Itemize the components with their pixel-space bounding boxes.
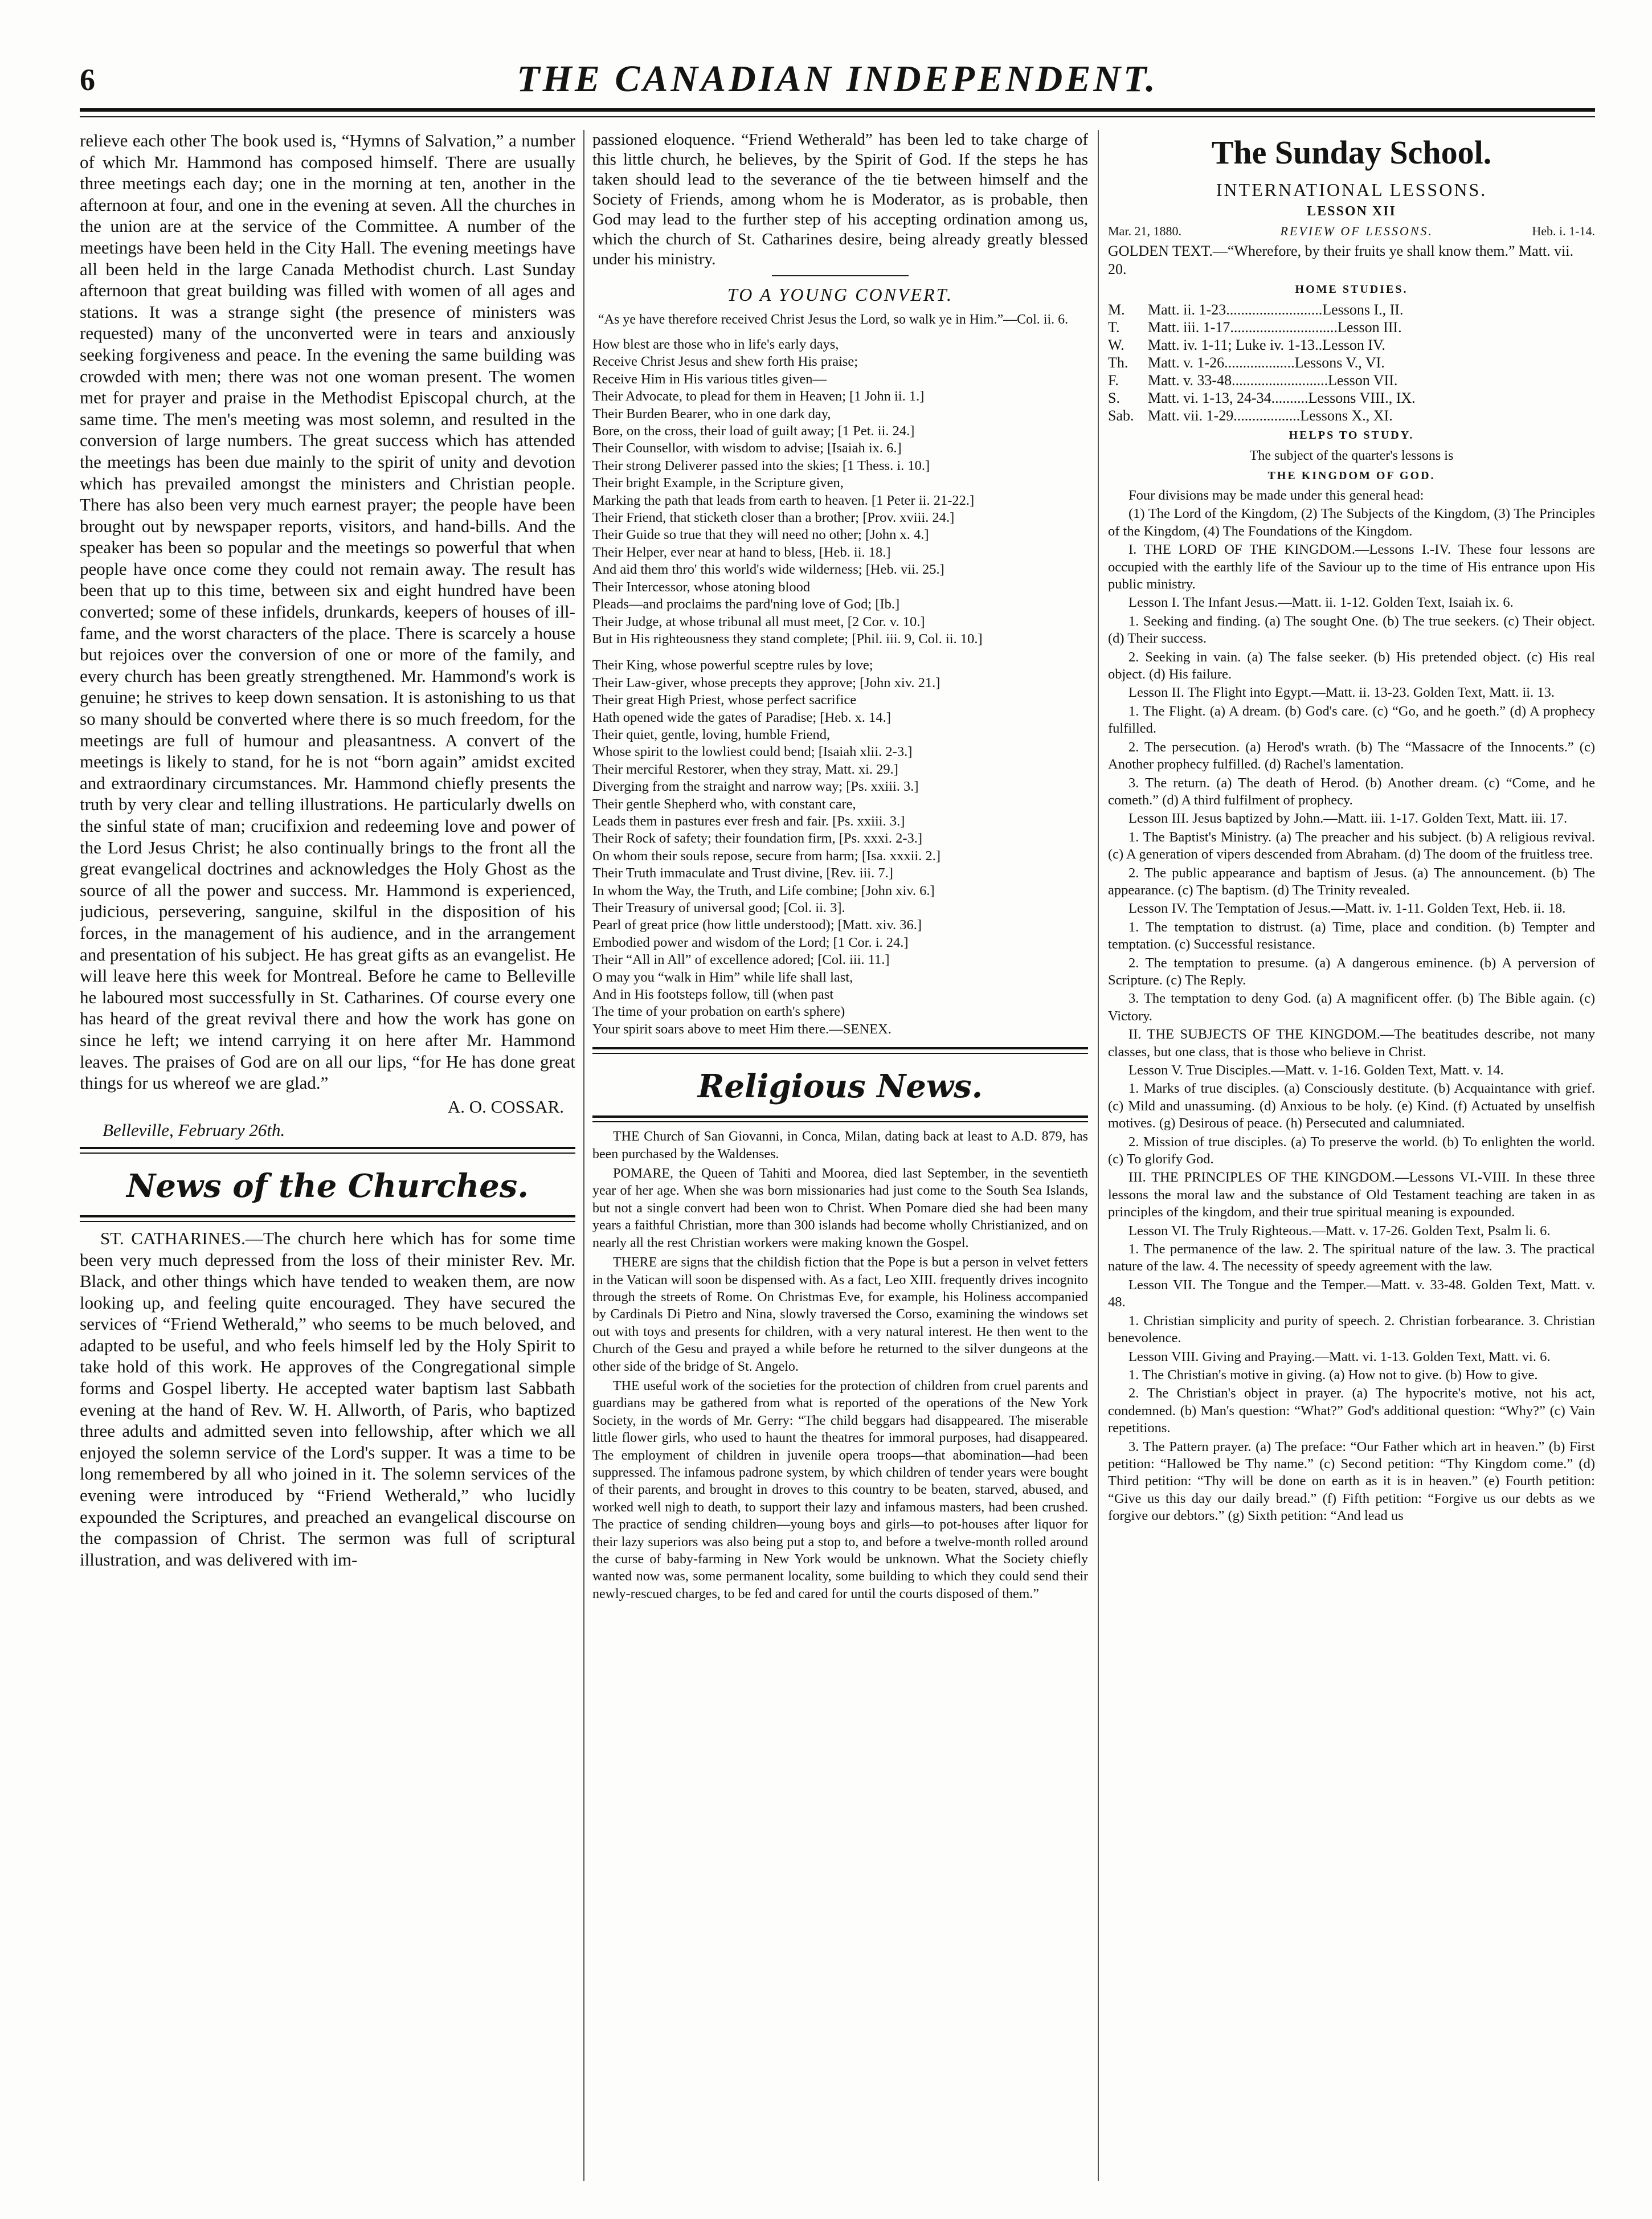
golden-text: GOLDEN TEXT.—“Wherefore, by their fruits ye shall know them.” Matt. vii. 20. xyxy=(1108,243,1574,277)
lesson-note: Lesson VII. The Tongue and the Temper.—Matt. v. 33-48. Golden Text, Matt. v. 48. xyxy=(1108,1277,1595,1310)
poem-line: Their “All in All” of excellence adored; [Col. iii. 11.] xyxy=(592,952,890,968)
religious-news-item: THE useful work of the societies for the protection of children from cruel parents and guardians may be gathered from what is reported of the operations of the New York Society, in the words of Mr. Gerry: “The child beggars had disappeared. The miserable little flower girls, who used to haunt the theatres for immoral purposes, had disappeared. The employment of children in juvenile opera troops—that abomination—had been suppressed. The infamous padrone system, by which children of tender years were bought of their parents, and brought in droves to this country to be beaten, starved, abused, and worked well nigh to death, to support their lazy and infamous masters, had been crushed. The practice of sending children—young boys and girls—to pot-houses after liquor for their lazy superiors was also being put a stop to, and before a twelve-month rolled around the curse of baby-farming in New York would be unknown. What the Society chiefly wanted now was, some permanent locality, some building to which they could send their newly-rescued charges, to be fed and cared for until the courts disposed of them.” xyxy=(592,1378,1088,1601)
lesson-note: 3. The temptation to deny God. (a) A magnificent offer. (b) The Bible again. (c) Victory. xyxy=(1108,991,1595,1024)
lesson-note: 3. The Pattern prayer. (a) The preface: “Our Father which art in heaven.” (b) First petition: “Hallowed be Thy name.” (c) Second petition: “Thy Kingdom come.” (d) Third petition: “Thy will be done on earth as it is in heaven.” (e) Fourth petition: “Give us this day our daily bread.” (f) Fifth petition: “Forgive us our debts as we forgive our debtors.” (g) Sixth petition: “And lead us xyxy=(1108,1439,1595,1524)
lesson-note: 2. The Christian's object in prayer. (a) The hypocrite's motive, not his act, condemned. (b) Man's question: “What?” God's additional question: “Why?” (c) Vain repetitions. xyxy=(1108,1386,1595,1436)
header-rule xyxy=(80,108,1595,112)
lesson-note: 1. The permanence of the law. 2. The spiritual nature of the law. 3. The practical nature of the law. 4. The necessity of speedy agreement with the law. xyxy=(1108,1241,1595,1274)
poem-line: Pearl of great price (how little understood); [Matt. xiv. 36.] xyxy=(592,917,922,933)
column-divider xyxy=(1098,130,1099,2181)
poem-line: Embodied power and wisdom of the Lord; [1 Cor. i. 24.] xyxy=(592,934,909,950)
column-middle xyxy=(592,130,1088,2181)
lesson-note: 1. The Baptist's Ministry. (a) The preacher and his subject. (b) A religious revival. (c) A generation of vipers descended from Abraham. (d) The doom of the fruitless tree. xyxy=(1108,829,1595,863)
lesson-note: 2. The persecution. (a) Herod's wrath. (b) The “Massacre of the Innocents.” (c) Another prophecy fulfilled. (d) Rachel's lamentation. xyxy=(1108,739,1595,773)
lesson-note: Four divisions may be made under this general head: xyxy=(1128,488,1424,503)
lesson-note: 1. Marks of true disciples. (a) Consciously destitute. (b) Acquaintance with grief. (c) Mild and unassuming. (d) Anxious to be holy. (e) Kind. (f) Actuated by unselfish motives. (g) Desirous of peace. (h) Persecuted and calumniated. xyxy=(1108,1081,1595,1131)
helps-text xyxy=(1108,487,1595,1525)
section-heading-religious-news: Religious News. xyxy=(697,1068,983,1106)
lesson-note: 1. The temptation to distrust. (a) Time, place and condition. (b) Tempter and temptation. (c) Successful resistance. xyxy=(1108,919,1595,953)
poem-line: On whom their souls repose, secure from harm; [Isa. xxxii. 2.] xyxy=(592,848,941,864)
poem-epigraph: “As ye have therefore received Christ Jesus the Lord, so walk ye in Him.”—Col. ii. 6. xyxy=(598,312,1069,327)
poem-line: Leads them in pastures ever fresh and fair. [Ps. xxiii. 3.] xyxy=(592,813,905,829)
sunday-school-title: The Sunday School. xyxy=(1211,134,1492,171)
home-studies-list xyxy=(1108,301,1595,424)
poem-line: Their quiet, gentle, loving, humble Friend, xyxy=(592,726,831,742)
section-rule xyxy=(592,1047,1088,1054)
column-left xyxy=(80,130,575,2181)
poem-line: Their Burden Bearer, who in one dark day, xyxy=(592,406,831,422)
poem-line: Receive Christ Jesus and shew forth His praise; xyxy=(592,354,858,370)
column-divider xyxy=(583,130,584,2181)
lesson-note: 2. Seeking in vain. (a) The false seeker. (b) His pretended object. (c) His real object. (d) His failure. xyxy=(1108,649,1595,683)
kingdom-label: THE KINGDOM OF GOD. xyxy=(1267,469,1436,482)
lesson-note: Lesson VIII. Giving and Praying.—Matt. vi. 1-13. Golden Text, Matt. vi. 6. xyxy=(1128,1348,1551,1364)
poem-line: Their Counsellor, with wisdom to advise; [Isaiah ix. 6.] xyxy=(592,440,902,456)
poem-title: TO A YOUNG CONVERT. xyxy=(727,284,954,305)
religious-news-item: POMARE, the Queen of Tahiti and Moorea, died last September, in the seventieth year of her age. When she was born missionaries had just come to the South Sea Islands, but not a single convert had been won to Christ. When Pomare died she had been many years a faithful Christian, more than 300 islands had become wholly Christianized, and on nearly all the rest Christian workers were making known the Gospel. xyxy=(592,1166,1088,1251)
religious-news-item: THE Church of San Giovanni, in Conca, Milan, dating back at least to A.D. 879, has been purchased by the Waldenses. xyxy=(592,1129,1088,1162)
poem-line: The time of your probation on earth's sphere) xyxy=(592,1004,845,1020)
column-right xyxy=(1108,130,1595,2181)
lesson-note: 3. The return. (a) The death of Herod. (b) Another dream. (c) “Come, and he cometh.” (d) A third fulfilment of prophecy. xyxy=(1108,775,1595,808)
lesson-note: 2. The public appearance and baptism of Jesus. (a) The announcement. (b) The appearance. (c) The baptism. (d) The Trinity revealed. xyxy=(1108,865,1595,898)
subject-line: The subject of the quarter's lessons is xyxy=(1249,448,1454,463)
home-study-reference: Matt. v. 33-48..........................Lesson VII. xyxy=(1148,372,1398,389)
poem-line: Bore, on the cross, their load of guilt away; [1 Pet. ii. 24.] xyxy=(592,423,915,439)
poem-line: But in His righteousness they stand complete; [Phil. iii. 9, Col. ii. 10.] xyxy=(592,631,983,647)
lesson-note: 2. The temptation to presume. (a) A dangerous eminence. (b) A perversion of Scripture. (c) The Reply. xyxy=(1108,955,1595,988)
lesson-note: Lesson VI. The Truly Righteous.—Matt. v. 17-26. Golden Text, Psalm li. 6. xyxy=(1128,1223,1551,1239)
poem-line: Their King, whose powerful sceptre rules by love; xyxy=(592,657,873,673)
poem-line: Their strong Deliverer passed into the skies; [1 Thess. i. 10.] xyxy=(592,457,930,473)
lesson-note: 1. Christian simplicity and purity of speech. 2. Christian forbearance. 3. Christian benevolence. xyxy=(1108,1313,1595,1346)
poem-line: Their Friend, that sticketh closer than a brother; [Prov. xviii. 24.] xyxy=(592,510,955,526)
poem-line: Their merciful Restorer, when they stray, Matt. xi. 29.] xyxy=(592,761,898,777)
religious-news-list xyxy=(592,1128,1088,1603)
lesson-note: Lesson IV. The Temptation of Jesus.—Matt. iv. 1-11. Golden Text, Heb. ii. 18. xyxy=(1128,901,1566,917)
section-rule xyxy=(592,1115,1088,1122)
poem-line: Marking the path that leads from earth to heaven. [1 Peter ii. 21-22.] xyxy=(592,492,975,508)
lesson-note: 1. The Christian's motive in giving. (a) How not to give. (b) How to give. xyxy=(1128,1367,1538,1383)
home-study-day: W. xyxy=(1108,337,1124,353)
poem-line: And aid them thro' this world's wide wilderness; [Heb. vii. 25.] xyxy=(592,562,944,578)
section-rule xyxy=(80,1215,575,1222)
divider xyxy=(772,275,909,276)
poem-line: Their Helper, ever near at hand to bless, [Heb. ii. 18.] xyxy=(592,544,891,560)
helps-label: HELPS TO STUDY. xyxy=(1289,429,1414,442)
lesson-note: 1. Seeking and finding. (a) The sought One. (b) The true seekers. (c) Their object. (d) Their success. xyxy=(1108,613,1595,647)
poem-line: Whose spirit to the lowliest could bend; [Isaiah xlii. 2-3.] xyxy=(592,744,913,760)
home-study-row xyxy=(1108,407,1595,424)
home-study-row xyxy=(1108,336,1595,354)
poem-line: Their Guide so true that they will need no other; [John x. 4.] xyxy=(592,527,929,543)
home-study-day: T. xyxy=(1108,319,1120,336)
poem-line: Their Treasury of universal good; [Col. ii. 3]. xyxy=(592,900,845,916)
header-rule-thin xyxy=(80,116,1595,117)
home-study-reference: Matt. vii. 1-29..................Lessons X., XI. xyxy=(1148,407,1393,424)
poem-line: Their great High Priest, whose perfect sacrifice xyxy=(592,692,857,708)
lesson-note: II. THE SUBJECTS OF THE KINGDOM.—The beatitudes describe, not many classes, but one class, that is those who believe in Christ. xyxy=(1108,1027,1595,1060)
lesson-number: LESSON XII xyxy=(1307,204,1396,219)
lesson-note: (1) The Lord of the Kingdom, (2) The Subjects of the Kingdom, (3) The Principles of the Kingdom, (4) The Foundations of the Kingdom. xyxy=(1108,506,1595,539)
poem-line: Their Intercessor, whose atoning blood xyxy=(592,579,811,595)
home-study-row xyxy=(1108,318,1595,336)
lesson-note: 2. Mission of true disciples. (a) To preserve the world. (b) To enlighten the world. (c) To glorify God. xyxy=(1108,1134,1595,1167)
poem-line: Their Rock of safety; their foundation firm, [Ps. xxxi. 2-3.] xyxy=(592,831,923,847)
hammond-article-text: relieve each other The book used is, “Hymns of Salvation,” a number of which Mr. Hammond has composed himself. There are usually three meetings each day; one in the morning at ten, another in the afternoon at four, and one in the evening at seven. All the churches in the union are at the service of the Committee. A number of the meetings have been held in the City Hall. The evening meetings have all been held in the large Canada Methodist church. Last Sunday afternoon that great building was filled with women of all ages and stations. It was a strange sight (the presence of ministers was requested) many of the unconverted were in tears and anxiously seeking forgiveness and peace. In the evening the same building was crowded with men; there was not one woman present. The women met for prayer and praise in the Methodist Episcopal church, at the same time. The men's meeting was most solemn, and resulted in the conversion of large numbers. The great success which has attended the meetings has been due mainly to the spirit of unity and devotion which has prevailed amongst the ministers and Christian people. There has also been very much earnest prayer; the people have been brought out by newspaper reports, visitors, and hand-bills. And the speaker has been so popular and the meetings so powerful that when people have once come they could not remain away. The result has been that up to this time, between six and eight hundred have been converted; some of these infidels, drunkards, keepers of houses of ill-fame, and the worst characters of the place. There is scarcely a house but rejoices over the conversion of one or more of the family, and every church has been greatly strengthened. Mr. Hammond's work is genuine; he strives to keep down sensation. It is astonishing to us that so many should be converted where there is so much freedom, for the meetings are full of humour and pleasantness. A convert of the meetings is likely to stand, for he is not “born again” amidst excited and extraordinary circumstances. Mr. Hammond chiefly presents the truth by very clear and telling illustrations. He particularly dwells on the sinful state of man; crucifixion and redeeming love and power of the Lord Jesus Christ; he also continually brings to the front all the great evangelical doctrines and acknowledges the Holy Ghost as the source of all the power and success. Mr. Hammond is experienced, judicious, persevering, sanguine, skilful in the disposition of his forces, in the management of his audience, and in the arrangement and presentation of his subject. He has great gifts as an evangelist. He will leave here this week for Montreal. Before he came to Belleville he laboured most successfully in St. Catharines. Of course every one has heard of the great revival there and how the work has gone on since he left; we intend carrying it on here after Mr. Hammond leaves. The praises of God are on all our lips, “for He has done great things for us whereof we are glad.” xyxy=(80,130,575,1093)
home-study-row xyxy=(1108,389,1595,407)
section-heading-churches: News of the Churches. xyxy=(126,1167,529,1205)
home-study-day: Th. xyxy=(1108,354,1128,371)
lesson-note: 1. The Flight. (a) A dream. (b) God's care. (c) “Go, and he goeth.” (d) A prophecy fulfilled. xyxy=(1108,703,1595,737)
poem-line: Their bright Example, in the Scripture given, xyxy=(592,475,844,491)
poem-line: In whom the Way, the Truth, and Life combine; [John xiv. 6.] xyxy=(592,882,935,898)
poem-line: And in His footsteps follow, till (when past xyxy=(592,987,834,1003)
lesson-note: Lesson V. True Disciples.—Matt. v. 1-16. Golden Text, Matt. v. 14. xyxy=(1128,1062,1504,1078)
home-study-day: S. xyxy=(1108,390,1120,406)
review-line xyxy=(1108,224,1595,239)
poem xyxy=(592,336,1088,1038)
review-reference: Heb. i. 1-14. xyxy=(1532,224,1595,238)
article-dateline: Belleville, February 26th. xyxy=(103,1120,285,1141)
poem-line: Your spirit soars above to meet Him there.—SENEX. xyxy=(592,1021,892,1037)
home-study-day: M. xyxy=(1108,301,1125,318)
lesson-note: III. THE PRINCIPLES OF THE KINGDOM.—Lessons VI.-VIII. In these three lessons the moral law and the substance of Old Testament teaching are taken in as principles of the kingdom, and their true spiritual meaning is expounded. xyxy=(1108,1170,1595,1220)
poem-line: Their Advocate, to plead for them in Heaven; [1 John ii. 1.] xyxy=(592,389,925,404)
poem-line: Diverging from the straight and narrow way; [Ps. xxiii. 3.] xyxy=(592,779,919,795)
page-number: 6 xyxy=(80,63,95,97)
home-studies-label: HOME STUDIES. xyxy=(1295,283,1408,296)
home-study-row xyxy=(1108,301,1595,318)
article-signature: A. O. COSSAR. xyxy=(447,1096,564,1117)
lessons-subtitle: INTERNATIONAL LESSONS. xyxy=(1216,179,1487,200)
page-header xyxy=(80,54,1595,108)
home-study-row xyxy=(1108,354,1595,371)
review-date: Mar. 21, 1880. xyxy=(1108,224,1181,238)
home-study-reference: Matt. iv. 1-11; Luke iv. 1-13..Lesson IV. xyxy=(1148,337,1385,353)
home-study-day: F. xyxy=(1108,372,1119,389)
home-study-reference: Matt. ii. 1-23..........................Lessons I., II. xyxy=(1148,301,1404,318)
poem-line: Receive Him in His various titles given— xyxy=(592,371,827,387)
poem-line: Their Truth immaculate and Trust divine, [Rev. iii. 7.] xyxy=(592,865,893,881)
section-rule xyxy=(80,1147,575,1154)
continuation-text: passioned eloquence. “Friend Wetherald” has been led to take charge of this little church, he believes, by the Spirit of God. If the steps he has taken should lead to the severance of the tie between himself and the Society of Friends, among whom he is Moderator, as is probable, then God may lead to the further step of his accepting ordination among us, which the church of St. Catharines desire, being already greatly blessed under his ministry. xyxy=(592,130,1088,268)
poem-line: Hath opened wide the gates of Paradise; [Heb. x. 14.] xyxy=(592,709,891,725)
poem-line: How blest are those who in life's early days, xyxy=(592,337,839,352)
home-study-reference: Matt. iii. 1-17.............................Lesson III. xyxy=(1148,319,1402,336)
poem-line: Their Law-giver, whose precepts they approve; [John xiv. 21.] xyxy=(592,675,941,690)
masthead: THE CANADIAN INDEPENDENT. xyxy=(517,58,1158,100)
churches-article-text: ST. CATHARINES.—The church here which has for some time been very much depressed from the loss of their minister Rev. Mr. Black, and other things which have tended to weaken them, are now looking up, and feeling quite encouraged. They have secured the services of “Friend Wetherald,” who seems to be much beloved, and adapted to be useful, and who feels himself led by the Holy Spirit to take hold of this work. He approves of the Congregational simple forms and Gospel liberty. He accepted water baptism last Sabbath evening at the hand of Rev. W. H. Allworth, of Paris, who baptized three adults and admitted seven into fellowship, after which we all enjoyed the solemn service of the Lord's supper. It was a time to be long remembered by all who joined in it. The solemn services of the evening were introduced by “Friend Wetherald,” who lucidly expounded the Scriptures, and preached an evangelical discourse on the compassion of Christ. The sermon was full of scriptural illustration, and was delivered with im- xyxy=(80,1228,575,1570)
lesson-note: Lesson III. Jesus baptized by John.—Matt. iii. 1-17. Golden Text, Matt. iii. 17. xyxy=(1128,811,1568,827)
poem-line: Pleads—and proclaims the pard'ning love of God; [Ib.] xyxy=(592,596,900,612)
poem-line: Their Judge, at whose tribunal all must meet, [2 Cor. v. 10.] xyxy=(592,614,925,630)
home-study-reference: Matt. v. 1-26...................Lessons V., VI. xyxy=(1148,354,1385,371)
lesson-note: Lesson II. The Flight into Egypt.—Matt. ii. 13-23. Golden Text, Matt. ii. 13. xyxy=(1128,685,1555,701)
religious-news-item: THERE are signs that the childish fiction that the Pope is but a person in velvet fetters in the Vatican will soon be dispensed with. As a fact, Leo XIII. frequently drives incognito through the streets of Rome. On Christmas Eve, for example, his Holiness accompanied by Cardinals Di Pietro and Nina, slowly traversed the Corso, examining the windows set out with toys and presents for children, with a very natural interest. He then went to the Church of the Gesu and prayed a while before he returned to the silver dungeons at the other side of the bridge of St. Angelo. xyxy=(592,1255,1088,1374)
lesson-note: Lesson I. The Infant Jesus.—Matt. ii. 1-12. Golden Text, Isaiah ix. 6. xyxy=(1128,595,1514,611)
lesson-note: I. THE LORD OF THE KINGDOM.—Lessons I.-IV. These four lessons are occupied with the earthly life of the Saviour up to the time of His entrance upon His public ministry. xyxy=(1108,542,1595,592)
poem-line: Their gentle Shepherd who, with constant care, xyxy=(592,796,856,812)
poem-line: O may you “walk in Him” while life shall last, xyxy=(592,969,853,985)
home-study-day: Sab. xyxy=(1108,407,1134,424)
review-title: REVIEW OF LESSONS. xyxy=(1280,224,1433,238)
home-study-reference: Matt. vi. 1-13, 24-34..........Lessons VIII., IX. xyxy=(1148,390,1416,406)
home-study-row xyxy=(1108,371,1595,389)
